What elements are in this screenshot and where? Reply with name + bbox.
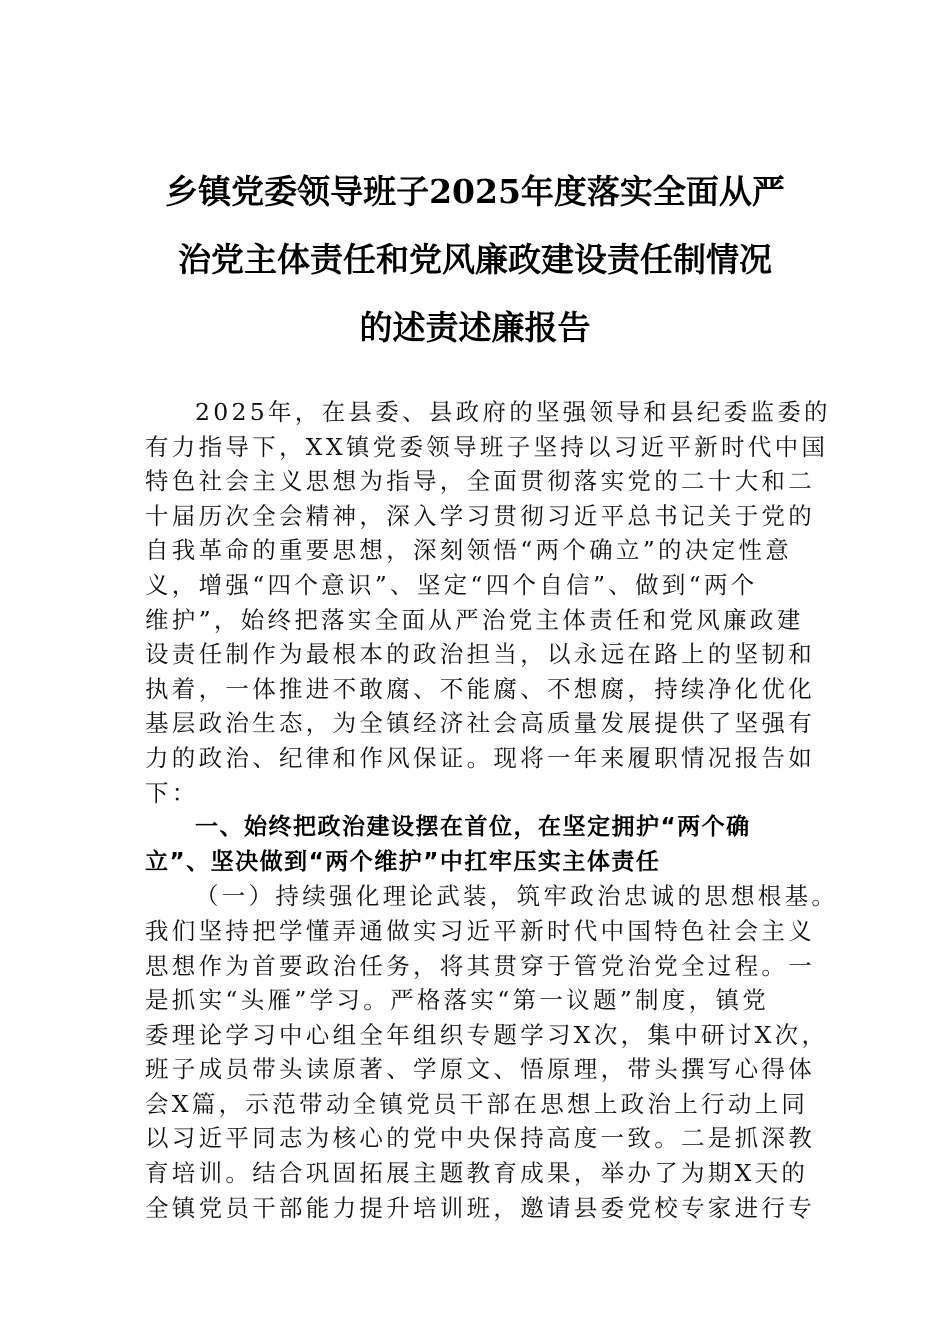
section-heading-line: 一、始终把政治建设摆在首位，在坚定拥护“两个确 xyxy=(195,814,751,841)
subsection-line: 思想作为首要政治任务，将其贯穿于管党治党全过程。一 xyxy=(145,951,815,980)
intro-line: 力的政治、纪律和作风保证。现将一年来履职情况报告如 xyxy=(145,743,815,772)
document-body xyxy=(145,395,839,1225)
subsection-line: 以习近平同志为核心的党中央保持高度一致。二是抓深教 xyxy=(145,1124,815,1153)
intro-line: 自我革命的重要思想，深刻领悟“两个确立”的决定性意 xyxy=(145,536,793,565)
title-line: 的述责述廉报告 xyxy=(359,308,591,347)
document-title xyxy=(120,158,830,362)
intro-line: 下： xyxy=(145,778,199,807)
subsection-line: 会X篇，示范带动全镇党员干部在思想上政治上行动上同 xyxy=(145,1089,809,1118)
intro-line: 特色社会主义思想为指导，全面贯彻落实党的二十大和二 xyxy=(145,467,815,496)
subsection-line: 育培训。结合巩固拓展主题教育成果，举办了为期X天的 xyxy=(145,1159,809,1188)
intro-line: 有力指导下，XX镇党委领导班子坚持以习近平新时代中国 xyxy=(145,432,829,461)
subsection-line: 我们坚持把学懂弄通做实习近平新时代中国特色社会主义 xyxy=(145,916,815,945)
intro-line: 义，增强“四个意识”、坚定“四个自信”、做到“两个 xyxy=(145,570,758,599)
section-heading-line: 立”、坚决做到“两个维护”中扛牢压实主体责任 xyxy=(145,848,661,875)
subsection-line: 是抓实“头雁”学习。严格落实“第一议题”制度，镇党 xyxy=(145,986,770,1015)
intro-line: 十届历次全会精神，深入学习贯彻习近平总书记关于党的 xyxy=(145,501,815,530)
intro-line: 维护”，始终把落实全面从严治党主体责任和党风廉政建 xyxy=(145,605,804,634)
subsection-line: （一）持续强化理论武装，筑牢政治忠诚的思想根基。 xyxy=(195,882,839,911)
title-line: 乡镇党委领导班子2025年度落实全面从严 xyxy=(165,172,785,211)
intro-line: 执着，一体推进不敢腐、不能腐、不想腐，持续净化优化 xyxy=(145,674,815,703)
intro-line: 设责任制作为最根本的政治担当，以永远在路上的坚韧和 xyxy=(145,640,815,669)
title-line: 治党主体责任和党风廉政建设责任制情况 xyxy=(178,240,772,279)
subsection-line: 班子成员带头读原著、学原文、悟原理，带头撰写心得体 xyxy=(145,1055,815,1084)
intro-line: 基层政治生态，为全镇经济社会高质量发展提供了坚强有 xyxy=(145,709,815,738)
subsection-line: 全镇党员干部能力提升培训班，邀请县委党校专家进行专 xyxy=(145,1193,815,1222)
intro-line: 2025年，在县委、县政府的坚强领导和县纪委监委的 xyxy=(195,398,831,426)
subsection-line: 委理论学习中心组全年组织专题学习X次，集中研讨X次， xyxy=(145,1020,829,1049)
